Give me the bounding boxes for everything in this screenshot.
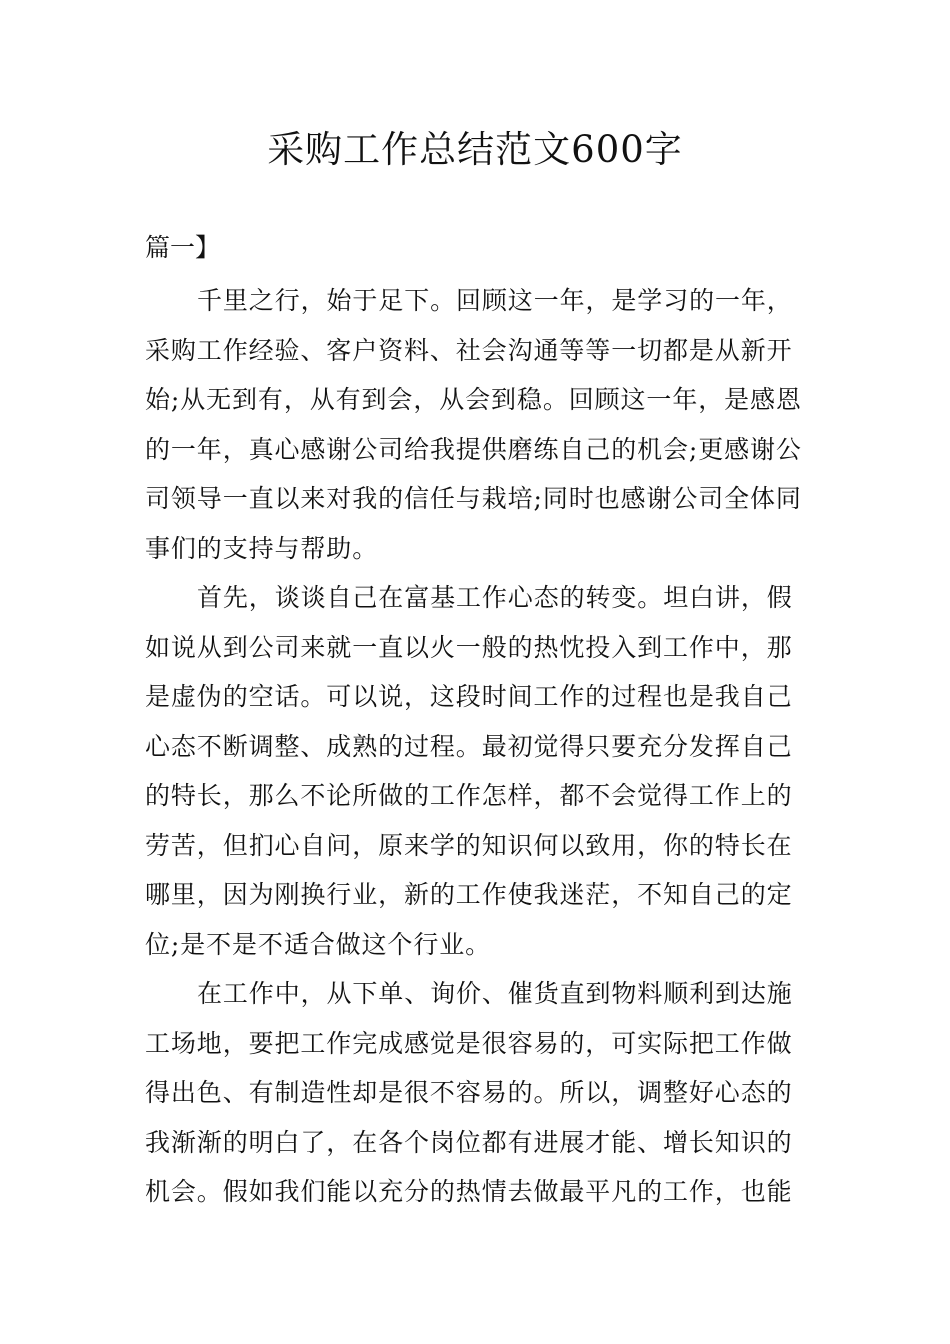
paragraph-1-line-5: 司领导一直以来对我的信任与栽培;同时也感谢公司全体同: [145, 484, 802, 513]
paragraph-3-line-5: 机会。假如我们能以充分的热情去做最平凡的工作，也能: [145, 1177, 793, 1206]
section-heading: 篇一】: [145, 233, 221, 262]
document-title: 采购工作总结范文600字: [267, 128, 683, 171]
paragraph-1-line-3: 始;从无到有，从有到会，从会到稳。回顾这一年，是感恩: [145, 385, 802, 414]
paragraph-2-line-3: 是虚伪的空话。可以说，这段时间工作的过程也是我自己: [145, 682, 793, 711]
document-body: [145, 276, 807, 1217]
paragraph-2-line-8: 位;是不是不适合做这个行业。: [145, 929, 492, 959]
paragraph-1-line-4: 的一年，真心感谢公司给我提供磨练自己的机会;更感谢公: [145, 434, 802, 464]
paragraph-3-line-4: 我渐渐的明白了，在各个岗位都有进展才能、增长知识的: [145, 1127, 793, 1157]
paragraph-2-line-6: 劳苦，但扪心自问，原来学的知识何以致用，你的特长在: [145, 830, 793, 860]
paragraph-1-line-6: 事们的支持与帮助。: [145, 533, 379, 563]
paragraph-1-line-2: 采购工作经验、客户资料、社会沟通等等一切都是从新开: [145, 335, 793, 365]
paragraph-2-line-4: 心态不断调整、成熟的过程。最初觉得只要充分发挥自己: [145, 731, 793, 761]
paragraph-2-line-2: 如说从到公司来就一直以火一般的热忱投入到工作中，那: [145, 632, 793, 662]
paragraph-2-line-5: 的特长，那么不论所做的工作怎样，都不会觉得工作上的: [145, 781, 793, 810]
paragraph-2-line-7: 哪里，因为刚换行业，新的工作使我迷茫，不知自己的定: [145, 880, 793, 909]
paragraph-1-line-1: 千里之行，始于足下。回顾这一年，是学习的一年，: [197, 286, 793, 315]
paragraph-3-line-1: 在工作中，从下单、询价、催货直到物料顺利到达施: [197, 979, 793, 1008]
paragraph-2-line-1: 首先，谈谈自己在富基工作心态的转变。坦白讲，假: [197, 583, 793, 612]
paragraph-3-line-3: 得出色、有制造性却是很不容易的。所以，调整好心态的: [145, 1078, 793, 1107]
paragraph-3-line-2: 工场地，要把工作完成感觉是很容易的，可实际把工作做: [145, 1028, 793, 1058]
